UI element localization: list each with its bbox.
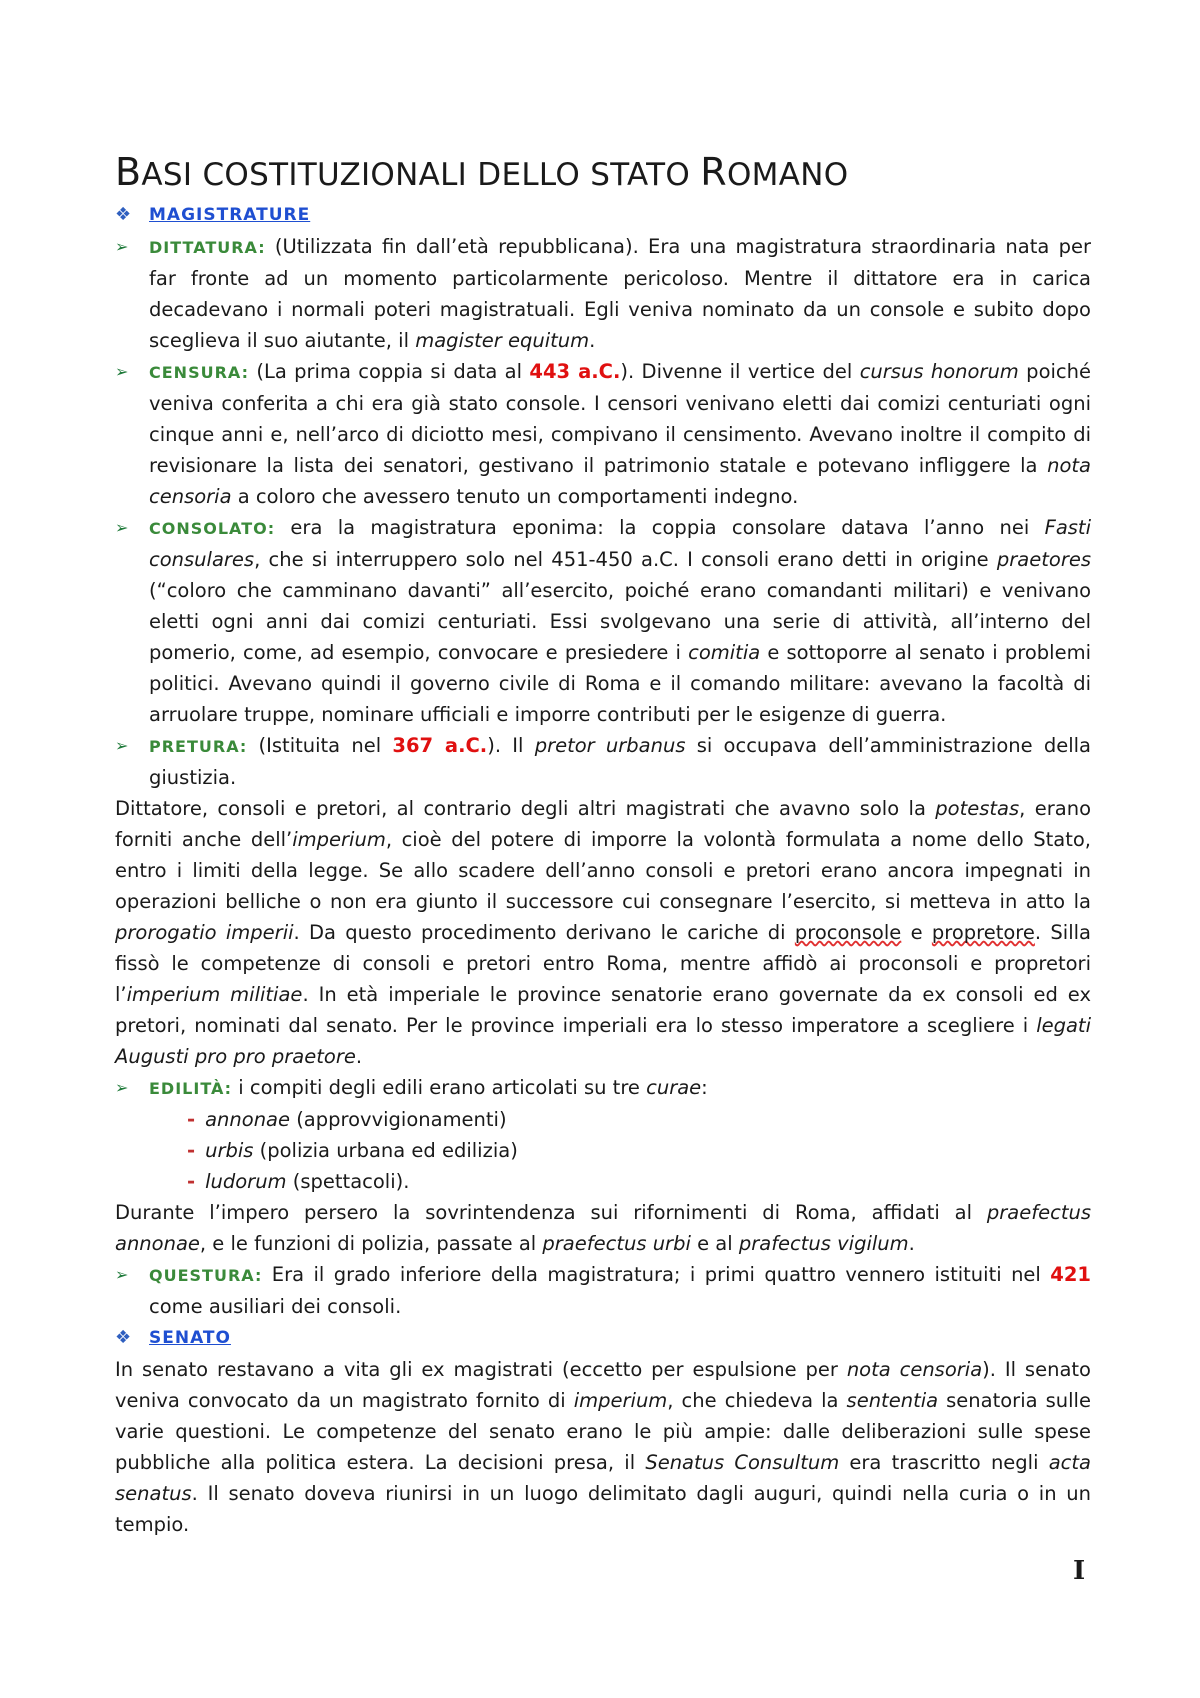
page-title xyxy=(115,150,1091,197)
text: (spettacoli). xyxy=(286,1170,410,1193)
text: Dittatore, consoli e pretori, al contrario degli altri magistrati che avavno solo la xyxy=(115,797,936,820)
italic-term: praefectus urbi xyxy=(542,1232,691,1255)
text: . xyxy=(908,1232,915,1255)
dittatura-label: DITTATURA: xyxy=(149,238,266,257)
diamond-bullet-icon: ❖ xyxy=(115,1327,132,1348)
censura-text xyxy=(149,356,1091,512)
title-initial: B xyxy=(115,150,142,194)
text: Durante l’impero persero la sovrintendenza sui rifornimenti di Roma, affidati al xyxy=(115,1201,987,1224)
text: ). Divenne il vertice del xyxy=(620,360,860,383)
text: come ausiliari dei consoli. xyxy=(149,1295,402,1318)
text: era la magistratura eponima: la coppia consolare datava l’anno nei xyxy=(275,516,1045,539)
questura-year: 421 xyxy=(1050,1263,1091,1286)
italic-term: imperium xyxy=(292,828,386,851)
text: , e le funzioni di polizia, passate al xyxy=(199,1232,543,1255)
italic-term: sententia xyxy=(846,1389,939,1412)
pretura-label: PRETURA: xyxy=(149,737,248,756)
section-senato xyxy=(115,1322,1091,1354)
section-magistrature xyxy=(115,199,1091,231)
text: . xyxy=(589,329,596,352)
bullet-pretura xyxy=(115,730,1091,793)
text: (polizia urbana ed edilizia) xyxy=(253,1139,518,1162)
italic-term: legati Augusti pro pro praetore xyxy=(115,1014,1091,1068)
dittatura-text xyxy=(149,231,1091,356)
italic-term: magister equitum xyxy=(415,329,590,352)
text: (Istituita nel xyxy=(247,734,393,757)
text: . xyxy=(355,1045,363,1068)
text: poiché veniva conferita a chi era già stato console. I censori venivano eletti dai comizi centuriati ogni cinque anni e, nell’arco di diciotto mesi, compivano il censimento. Avevano inoltre il compito di revisionare la lista dei senatori, gestivano il patrimonio statale e potevano infliggere la xyxy=(149,360,1091,477)
magistrature-link[interactable]: MAGISTRATURE xyxy=(149,205,311,225)
paragraph-senato xyxy=(115,1354,1091,1540)
bullet-consolato xyxy=(115,512,1091,730)
text: si occupava dell’amministrazione della giustizia. xyxy=(149,734,1092,789)
text: . Silla fissò le competenze di consoli e pretori entro Roma, mentre affidò ai proconsoli e propretori l’ xyxy=(115,921,1091,1006)
arrow-bullet-icon: ➢ xyxy=(115,237,129,256)
italic-term: nota censoria xyxy=(846,1358,983,1381)
text: i compiti degli edili erano articolati su tre xyxy=(232,1076,647,1099)
italic-term: cursus honorum xyxy=(859,360,1019,383)
text: era trascritto negli xyxy=(839,1451,1049,1474)
text: e al xyxy=(690,1232,739,1255)
text: e xyxy=(901,921,932,944)
arrow-bullet-icon: ➢ xyxy=(115,736,129,755)
edilita-text xyxy=(149,1072,1091,1104)
text: In senato restavano a vita gli ex magistrati (eccetto per espulsione per xyxy=(115,1358,847,1381)
text: : xyxy=(701,1076,708,1099)
text: , che chiedeva la xyxy=(667,1389,847,1412)
text: a coloro che avessero tenuto un comportamenti indegno. xyxy=(231,485,799,508)
pretura-year: 367 a.C. xyxy=(392,734,488,757)
text: . Il senato doveva riunirsi in un luogo delimitato dagli auguri, quindi nella curia o in un tempio. xyxy=(115,1482,1091,1536)
text: , che si interruppero solo nel 451-450 a.C. I consoli erano detti in origine xyxy=(254,548,997,571)
spellcheck-word[interactable]: proconsole xyxy=(794,921,902,944)
italic-term: Fasti consulares xyxy=(149,516,1091,571)
censura-year: 443 a.C. xyxy=(529,360,621,383)
italic-term: prafectus vigilum xyxy=(738,1232,909,1255)
text: , erano forniti anche dell’ xyxy=(115,797,1091,851)
italic-term: acta senatus xyxy=(115,1451,1091,1505)
italic-term: curae xyxy=(646,1076,702,1099)
text: (“coloro che camminano davanti” all’esercito, poiché erano comandanti militari) e venivano eletti ogni anni dai comizi centuriati. Essi svolgevano una serie di attività, all’interno del pomerio, come, ad esempio, convocare e presiedere i xyxy=(149,579,1091,664)
sub-item xyxy=(115,1135,1091,1166)
questura-label: QUESTURA: xyxy=(149,1266,263,1285)
edilita-label: EDILITÀ: xyxy=(149,1079,233,1098)
title-initial: R xyxy=(700,150,727,194)
italic-term: praefectus annonae xyxy=(115,1201,1091,1255)
italic-term: imperium xyxy=(573,1389,668,1412)
senato-link[interactable]: SENATO xyxy=(149,1328,231,1348)
bullet-edilita xyxy=(115,1072,1091,1104)
arrow-bullet-icon: ➢ xyxy=(115,362,129,381)
italic-term: pretor urbanus xyxy=(534,734,686,757)
bullet-dittatura xyxy=(115,231,1091,356)
title-part: OMANO xyxy=(726,157,849,193)
sub-item xyxy=(115,1166,1091,1197)
page-number: I xyxy=(1073,1556,1086,1586)
text: ). Il xyxy=(487,734,535,757)
sub-item xyxy=(115,1104,1091,1135)
italic-term: annonae xyxy=(205,1108,290,1131)
text: (Utilizzata fin dall’età repubblicana). Era una magistratura straordinaria nata per far fronte ad un momento particolarmente pericoloso. Mentre il dittatore era in carica decadevano i normali poteri magistratuali. Egli veniva nominato da un console e subito dopo sceglieva il suo aiutante, il xyxy=(149,235,1091,352)
censura-label: CENSURA: xyxy=(149,363,249,382)
dash-bullet: - xyxy=(187,1108,196,1131)
italic-term: imperium militiae xyxy=(126,983,303,1006)
text: Era il grado inferiore della magistratura; i primi quattro vennero istituiti nel xyxy=(262,1263,1051,1286)
text: senatoria sulle varie questioni. Le competenze del senato erano le più ampie: dalle deliberazioni sulle spese pubbliche alla politica estera. La decisioni presa, il xyxy=(115,1389,1091,1474)
italic-term: Senatus Consultum xyxy=(645,1451,840,1474)
arrow-bullet-icon: ➢ xyxy=(115,518,129,537)
title-part: ASI COSTITUZIONALI DELLO STATO xyxy=(141,157,701,193)
document-body xyxy=(115,150,1091,1540)
text: (La prima coppia si data al xyxy=(248,360,530,383)
italic-term: prorogatio imperii xyxy=(115,921,294,944)
italic-term: nota censoria xyxy=(149,454,1091,508)
italic-term: urbis xyxy=(205,1139,254,1162)
diamond-bullet-icon: ❖ xyxy=(115,204,132,225)
bullet-questura xyxy=(115,1259,1091,1322)
arrow-bullet-icon: ➢ xyxy=(115,1265,129,1284)
pretura-text xyxy=(149,730,1091,793)
italic-term: ludorum xyxy=(205,1170,287,1193)
dash-bullet: - xyxy=(187,1139,196,1162)
text: . In età imperiale le province senatorie erano governate da ex consoli ed ex pretori, nominati dal senato. Per le province imperiali era lo stesso imperatore a scegliere i xyxy=(115,983,1092,1037)
questura-text xyxy=(149,1259,1091,1322)
text: ). Il senato veniva convocato da un magistrato fornito di xyxy=(115,1358,1091,1412)
consolato-label: CONSOLATO: xyxy=(149,519,276,538)
text: (approvvigionamenti) xyxy=(290,1108,507,1131)
text: . Da questo procedimento derivano le cariche di xyxy=(293,921,795,944)
bullet-censura xyxy=(115,356,1091,512)
paragraph-imperium xyxy=(115,793,1091,1072)
arrow-bullet-icon: ➢ xyxy=(115,1078,129,1097)
text: , cioè del potere di imporre la volontà formulata a nome dello Stato, entro i limiti della legge. Se allo scadere dell’anno consoli e pretori erano ancora impegnati in operazioni belliche o non era giunto il successore cui consegnare l’esercito, si metteva in atto la xyxy=(115,828,1091,913)
dash-bullet: - xyxy=(187,1170,196,1193)
paragraph-impero xyxy=(115,1197,1091,1259)
italic-term: comitia xyxy=(688,641,761,664)
consolato-text xyxy=(149,512,1091,730)
text: e sottoporre al senato i problemi politici. Avevano quindi il governo civile di Roma e il comando militare: avevano la facoltà di arruolare truppe, nominare ufficiali e imporre contributi per le esigenze di guerra. xyxy=(149,641,1091,726)
spellcheck-word[interactable]: propretore xyxy=(931,921,1035,944)
italic-term: praetores xyxy=(996,548,1091,571)
italic-term: potestas xyxy=(935,797,1020,820)
